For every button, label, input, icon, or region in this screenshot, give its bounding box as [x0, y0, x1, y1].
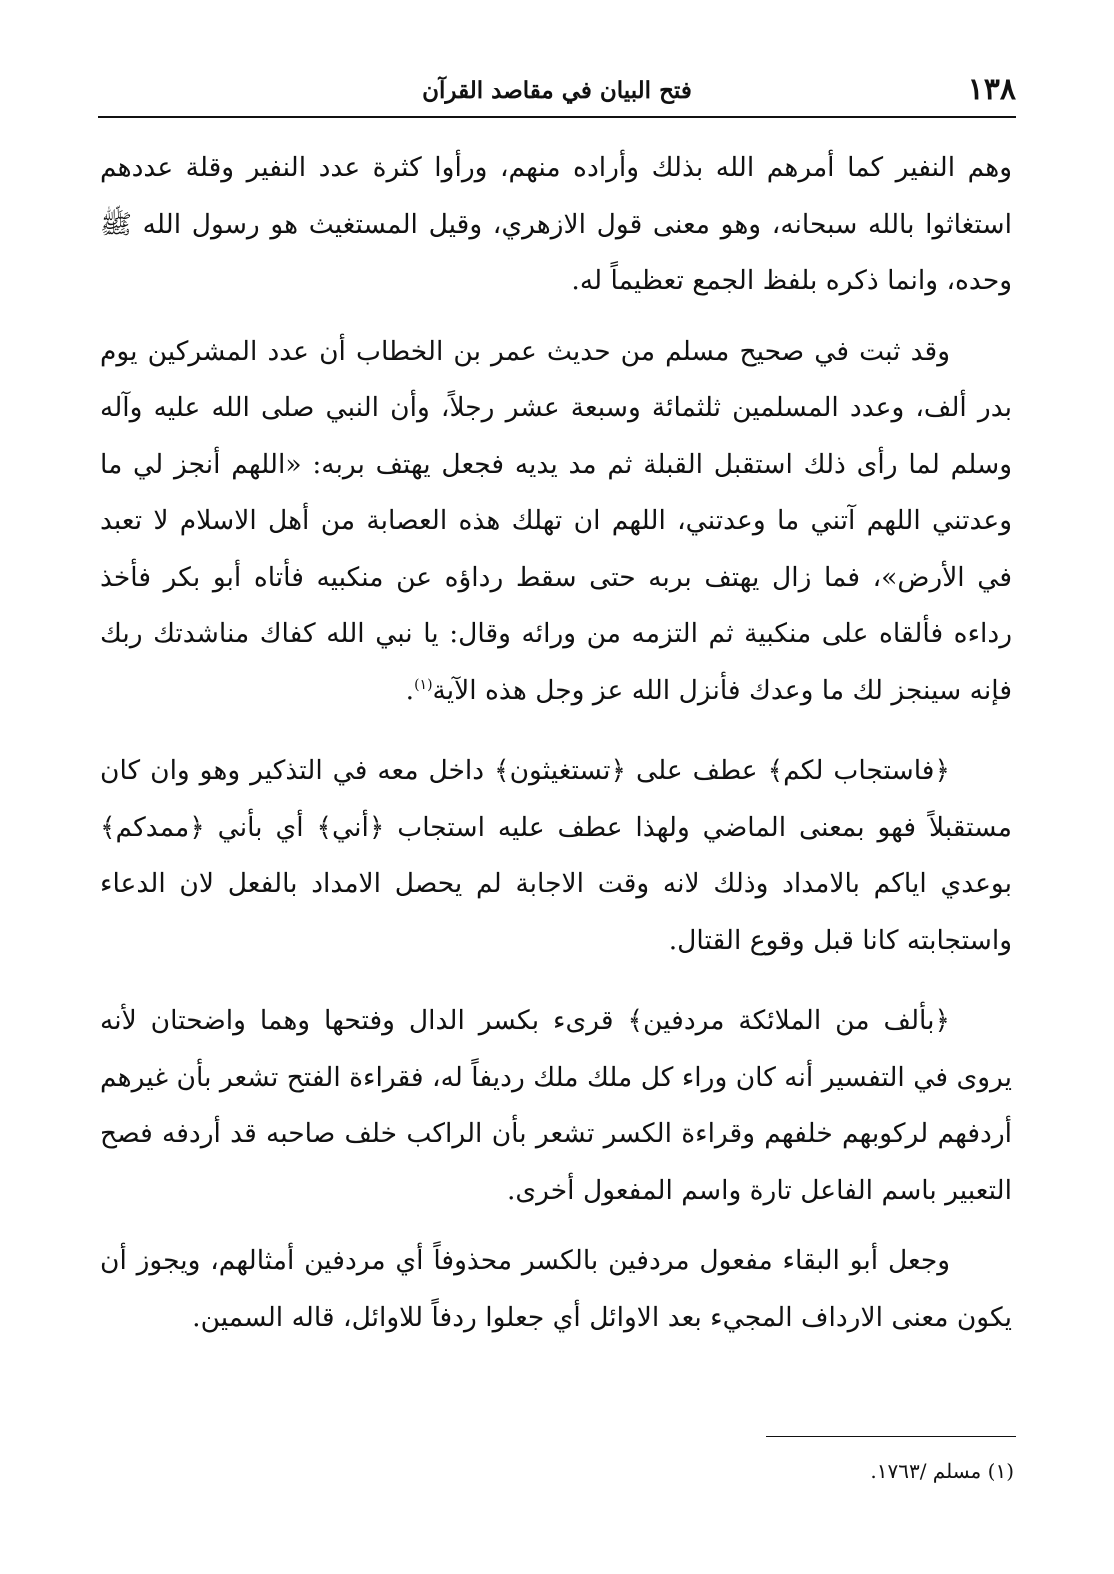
- page-body: [100, 140, 1012, 1346]
- paragraph-2: [100, 324, 1012, 720]
- paragraph-gap: [100, 719, 1012, 743]
- header-divider: [98, 116, 1016, 118]
- footnote-1: (١) مسلم /١٧٦٣.: [870, 1459, 1014, 1483]
- page-header: [98, 70, 1016, 116]
- paragraph-gap: [100, 310, 1012, 324]
- running-title: فتح البيان في مقاصد القرآن: [422, 77, 692, 104]
- paragraph-2-text: وقد ثبت في صحيح مسلم من حديث عمر بن الخطاب أن عدد المشركين يوم بدر ألف، وعدد المسلمين ثلثمائة وسبعة عشر رجلاً، وأن النبي صلى الله عليه وآله وسلم لما رأى ذلك استقبل القبلة ثم مد يديه فجعل يهتف بربه: «اللهم أنجز لي ما وعدتني اللهم آتني ما وعدتني، اللهم ان تهلك هذه العصابة من أهل الاسلام لا تعبد في الأرض»، فما زال يهتف بربه حتى سقط رداؤه عن منكبيه فأتاه أبو بكر فأخذ رداءه فألقاه على منكبية ثم التزمه من ورائه وقال: يا نبي الله كفاك مناشدتك ربك فإنه سينجز لك ما وعدك فأنزل الله عز وجل هذه الآية: [100, 335, 1012, 706]
- paragraph-3: ﴿فاستجاب لكم﴾ عطف على ﴿تستغيثون﴾ داخل معه في التذكير وهو وان كان مستقبلاً فهو بمعنى الماضي ولهذا عطف عليه استجاب ﴿أني﴾ أي بأني ﴿ممدكم﴾ بوعدي اياكم بالامداد وذلك لانه وقت الاجابة لم يحصل الامداد بالفعل لان الدعاء واستجابته كانا قبل وقوع القتال.: [100, 755, 1012, 956]
- paragraph-1: وهم النفير كما أمرهم الله بذلك وأراده منهم، ورأوا كثرة عدد النفير وقلة عددهم استغاثوا بالله سبحانه، وهو معنى قول الازهري، وقيل المستغيث هو رسول الله ﷺ وحده، وانما ذكره بلفظ الجمع تعظيماً له.: [100, 152, 1012, 296]
- paragraph-4: ﴿بألف من الملائكة مردفين﴾ قرىء بكسر الدال وفتحها وهما واضحتان لأنه يروى في التفسير أنه كان وراء كل ملك ملك رديفاً له، فقراءة الفتح تشعر بأن غيرهم أردفهم لركوبهم خلفهم وقراءة الكسر تشعر بأن الراكب خلف صاحبه قد أردفه فصح التعبير باسم الفاعل تارة واسم المفعول أخرى.: [100, 1005, 1012, 1206]
- footnote-reference: (١): [414, 676, 433, 693]
- paragraph-5: وجعل أبو البقاء مفعول مردفين بالكسر محذوفاً أي مردفين أمثالهم، ويجوز أن يكون معنى الارداف المجيء بعد الاوائل أي جعلوا ردفاً للاوائل، قاله السمين.: [100, 1245, 1012, 1333]
- paragraph-gap: [100, 969, 1012, 993]
- paragraph-gap: [100, 1219, 1012, 1233]
- paragraph-2-end: .: [405, 674, 415, 706]
- page-number: ١٣٨: [967, 72, 1016, 107]
- footnote-divider: [766, 1436, 1016, 1437]
